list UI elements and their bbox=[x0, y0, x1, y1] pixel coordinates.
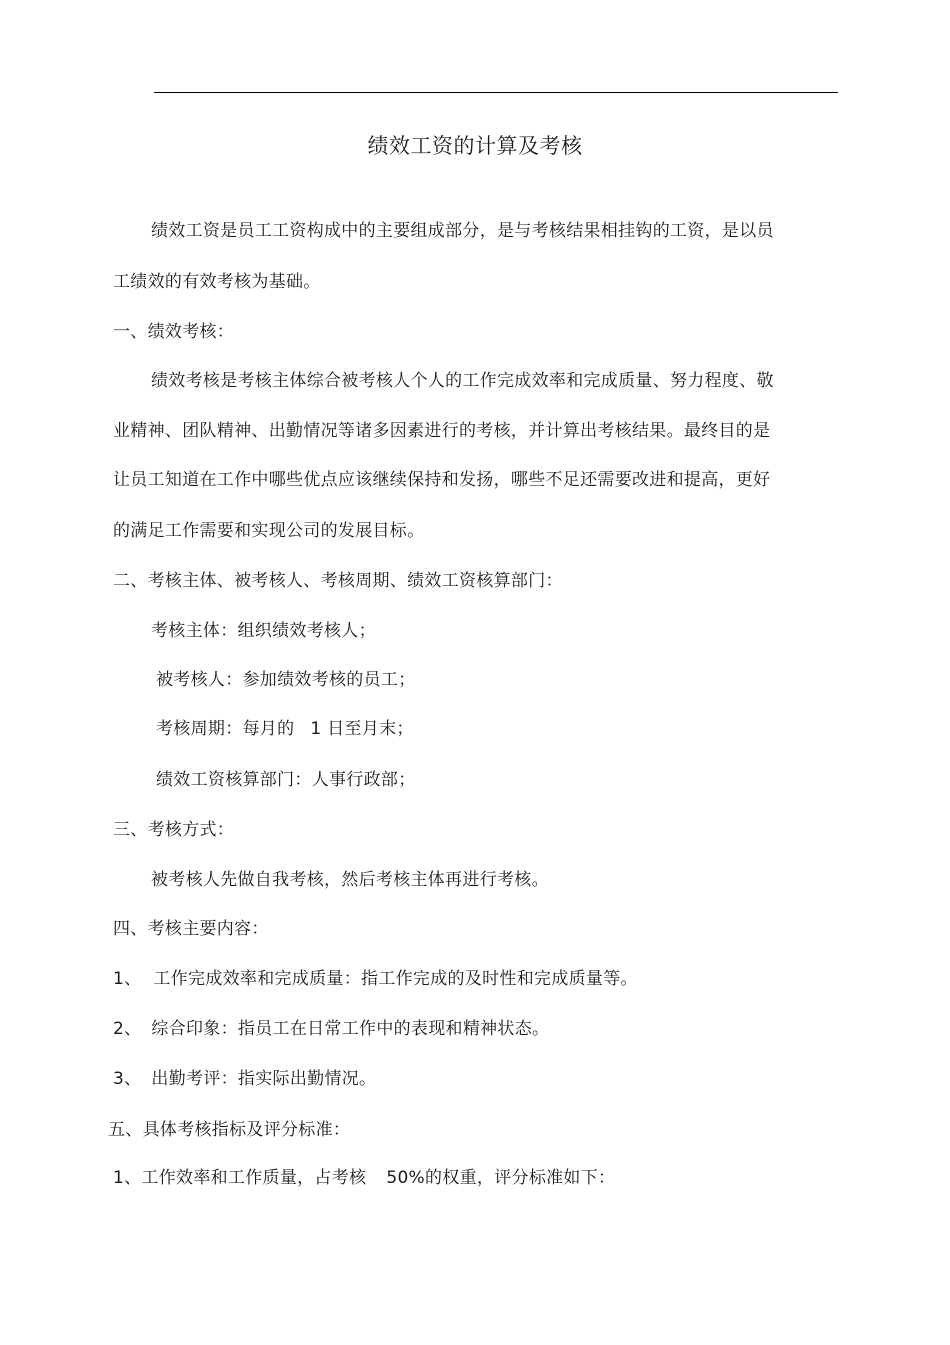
header-rule bbox=[154, 92, 838, 93]
section-1-line-4: 的满足工作需要和实现公司的发展目标。 bbox=[113, 521, 425, 541]
section-5-item-1 bbox=[113, 1166, 615, 1190]
intro-line-1: 绩效工资是员工工资构成中的主要组成部分，是与考核结果相挂钩的工资，是以员 bbox=[151, 221, 774, 241]
payroll-department: 绩效工资核算部门：人事行政部； bbox=[156, 770, 416, 790]
section-4-item-2 bbox=[113, 1017, 549, 1041]
intro-line-2: 工绩效的有效考核为基础。 bbox=[113, 272, 321, 292]
section-5-item-1-label: 1、工作效率和工作质量，占考核 bbox=[113, 1168, 367, 1188]
assessment-period-range: 1 日至月末； bbox=[310, 719, 414, 739]
section-3-text: 被考核人先做自我考核，然后考核主体再进行考核。 bbox=[151, 870, 549, 890]
page-title: 绩效工资的计算及考核 bbox=[367, 134, 583, 158]
section-5-item-1-weight: 50%的权重，评分标准如下： bbox=[386, 1168, 616, 1188]
assessment-period-label: 考核周期：每月的 bbox=[156, 719, 295, 739]
list-number: 1、 bbox=[113, 969, 142, 989]
list-number: 2、 bbox=[113, 1019, 142, 1039]
section-4-item-1 bbox=[113, 967, 638, 991]
section-1-line-1: 绩效考核是考核主体综合被考核人个人的工作完成效率和完成质量、努力程度、敬 bbox=[151, 371, 774, 391]
section-5-heading: 五、具体考核指标及评分标准： bbox=[108, 1120, 351, 1140]
assessment-subject: 考核主体：组织绩效考核人； bbox=[151, 621, 376, 641]
list-text: 工作完成效率和完成质量：指工作完成的及时性和完成质量等。 bbox=[153, 969, 638, 989]
section-4-heading: 四、考核主要内容： bbox=[113, 919, 269, 939]
assessee: 被考核人：参加绩效考核的员工； bbox=[156, 670, 416, 690]
section-4-item-3 bbox=[113, 1067, 376, 1091]
section-1-heading: 一、绩效考核： bbox=[113, 322, 235, 342]
section-3-heading: 三、考核方式： bbox=[113, 820, 235, 840]
section-2-heading: 二、考核主体、被考核人、考核周期、绩效工资核算部门： bbox=[113, 571, 563, 591]
list-text: 综合印象：指员工在日常工作中的表现和精神状态。 bbox=[151, 1019, 550, 1039]
list-number: 3、 bbox=[113, 1069, 142, 1089]
section-1-line-2: 业精神、团队精神、出勤情况等诸多因素进行的考核，并计算出考核结果。最终目的是 bbox=[113, 421, 771, 441]
assessment-period bbox=[156, 717, 414, 741]
list-text: 出勤考评：指实际出勤情况。 bbox=[151, 1069, 377, 1089]
section-1-line-3: 让员工知道在工作中哪些优点应该继续保持和发扬，哪些不足还需要改进和提高，更好 bbox=[113, 470, 771, 490]
